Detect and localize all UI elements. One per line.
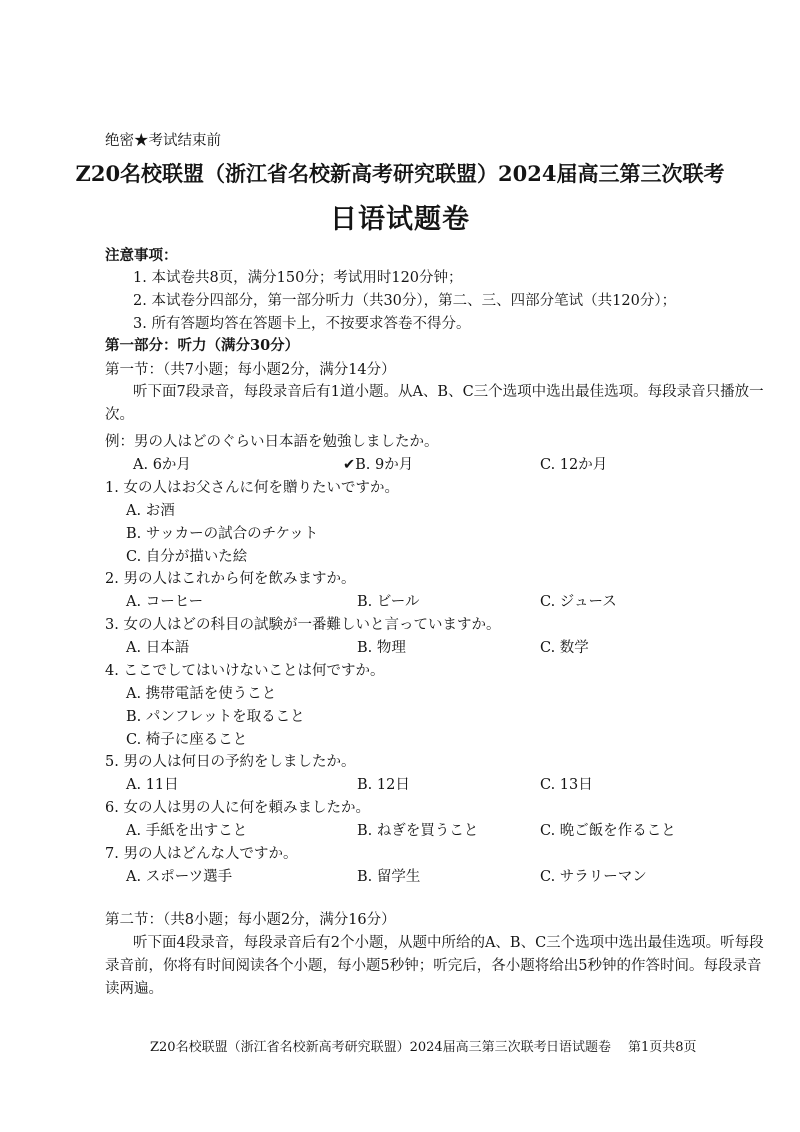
option-c: C. 椅子に座ること [126,732,248,748]
option-c: C. 晩ご飯を作ること [540,823,676,839]
example-option-b: ✔B. 9か月 [343,457,414,473]
page-number: 第1页共8页 [628,1040,697,1055]
option-a: A. スポーツ選手 [126,869,233,885]
option-b: B. ビール [357,594,420,610]
option-c: C. 自分が描いた絵 [126,549,248,565]
part1-heading: 第一部分：听力（满分30分） [105,337,300,354]
footer-subject: 日语试题卷 [546,1040,612,1055]
question: 5. 男の人は何日の予約をしましたか。 [105,754,356,770]
example-option-c: C. 12か月 [540,457,608,473]
exam-title: Z20名校联盟（浙江省名校新高考研究联盟）2024届高三第三次联考 [75,161,725,186]
section2-heading: 第二节：（共8小题；每小题2分，满分16分） [105,912,396,928]
section1-heading: 第一节：（共7小题；每小题2分，满分14分） [105,362,396,378]
option-b: B. パンフレットを取ること [126,709,305,725]
option-b: B. 留学生 [357,869,421,885]
option-c: C. 数学 [540,640,589,656]
option-c: C. 13日 [540,777,593,793]
section1-instruction: 听下面7段录音，每段录音后有1道小题。从A、B、C三个选项中选出最佳选项。每段录音只播放一次。 [105,384,764,423]
option-c: C. サラリーマン [540,869,647,885]
option-c: C. ジュース [540,594,617,610]
option-a: A. 11日 [126,777,179,793]
option-a: A. 手紙を出すこと [126,823,248,839]
option-a: A. 日本語 [126,640,190,656]
question: 1. 女の人はお父さんに何を贈りたいですか。 [105,480,399,496]
question: 2. 男の人はこれから何を飲みますか。 [105,571,356,587]
question: 6. 女の人は男の人に何を頼みましたか。 [105,800,370,816]
option-a: A. 携帯電話を使うこと [126,686,277,702]
paper-subtitle: 日语试题卷 [330,204,470,235]
option-a: A. お酒 [126,503,175,519]
section2-instruction: 听下面4段录音，每段录音后有2个小题，从题中所给的A、B、C三个选项中选出最佳选项。听每段录音前，你将有时间阅读各个小题，每小题5秒钟；听完后，各小题将给出5秒钟的作答时间。每段录音读两遍。 [105,935,764,997]
option-b: B. 物理 [357,640,406,656]
example-question: 例：男の人はどのぐらい日本語を勉強しましたか。 [105,434,439,450]
notice-item: 1. 本试卷共8页，满分150分；考试用时120分钟； [133,270,463,286]
example-option-a: A. 6か月 [133,457,191,473]
option-b: B. ねぎを買うこと [357,823,479,839]
option-b: B. 12日 [357,777,410,793]
footer-text: Z20名校联盟（浙江省名校新高考研究联盟）2024届高三第三次联考 [150,1040,547,1055]
confidential-label: 绝密★考试结束前 [105,133,221,149]
notice-item: 2. 本试卷分四部分，第一部分听力（共30分），第二、三、四部分笔试（共120分）； [133,293,677,309]
notice-item: 3. 所有答题均答在答题卡上，不按要求答卷不得分。 [133,316,471,332]
notice-heading: 注意事项： [105,247,178,264]
question: 7. 男の人はどんな人ですか。 [105,846,298,862]
question: 4. ここでしてはいけないことは何ですか。 [105,663,385,679]
option-a: A. コーヒー [126,594,204,610]
question: 3. 女の人はどの科目の試験が一番難しいと言っていますか。 [105,617,501,633]
option-b: B. サッカーの試合のチケット [126,526,319,542]
